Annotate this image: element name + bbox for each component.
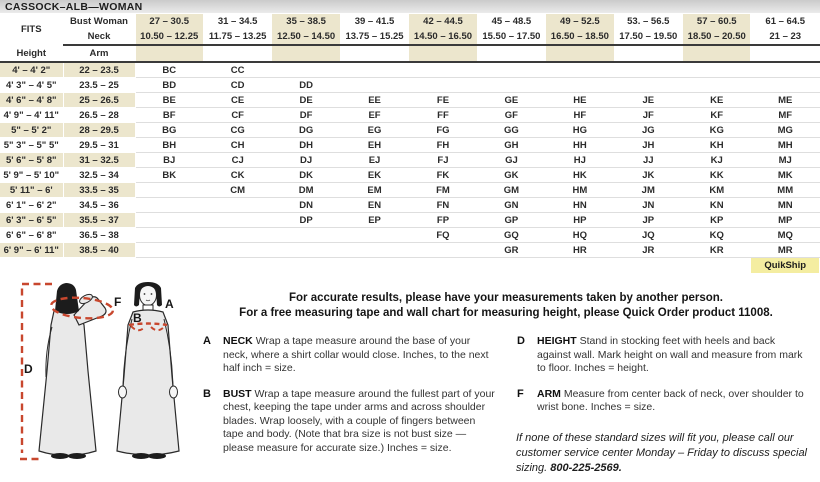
neck-range-header: 21 – 23 bbox=[751, 29, 820, 44]
size-cell: JP bbox=[614, 213, 682, 228]
instruction-text: Stand in stocking feet with heels and back against wall. Mark height on wall and measure from mark to floor. Inches = height. bbox=[537, 335, 803, 374]
arm-range: 23.5 – 25 bbox=[63, 78, 135, 93]
column-spacer-cell bbox=[477, 46, 545, 61]
quikship-row bbox=[0, 258, 820, 274]
size-cell: FE bbox=[409, 93, 477, 108]
column-spacer-cell bbox=[409, 46, 477, 61]
diagram-label-d: D bbox=[24, 362, 33, 376]
size-cell: FN bbox=[409, 198, 477, 213]
table-title-bar bbox=[0, 0, 820, 14]
table-row bbox=[0, 243, 820, 258]
size-cell: JQ bbox=[614, 228, 682, 243]
size-cell: HK bbox=[546, 168, 614, 183]
size-cell: HG bbox=[546, 123, 614, 138]
height-arm-header-row bbox=[0, 46, 820, 61]
neck-range-header: 10.50 – 12.25 bbox=[135, 29, 203, 44]
neck-range-header: 13.75 – 15.25 bbox=[340, 29, 408, 44]
size-cell: BF bbox=[135, 108, 203, 123]
size-cell: CH bbox=[203, 138, 271, 153]
table-row bbox=[0, 78, 820, 93]
size-cell: GN bbox=[477, 198, 545, 213]
note-text: If none of these standard sizes will fit you, please call our customer service center Monday – Friday to discuss special sizing. bbox=[516, 431, 808, 474]
neck-range-header: 12.50 – 14.50 bbox=[272, 29, 340, 44]
size-cell: KR bbox=[683, 243, 751, 258]
size-cell: CD bbox=[203, 78, 271, 93]
size-cell: KF bbox=[683, 108, 751, 123]
size-cell: CE bbox=[203, 93, 271, 108]
size-cell: GP bbox=[477, 213, 545, 228]
size-cell: EP bbox=[340, 213, 408, 228]
arm-range: 26.5 – 28 bbox=[63, 108, 135, 123]
height-range: 5' 9" – 5' 10" bbox=[0, 168, 63, 183]
column-spacer-cell bbox=[135, 46, 203, 61]
empty-cell bbox=[409, 243, 477, 258]
size-cell: MG bbox=[751, 123, 820, 138]
size-cell: DD bbox=[272, 78, 340, 93]
size-cell: JG bbox=[614, 123, 682, 138]
height-range: 4' 3" – 4' 5" bbox=[0, 78, 63, 93]
empty-cell bbox=[477, 63, 545, 78]
neck-range-header: 16.50 – 18.50 bbox=[546, 29, 614, 44]
table-row bbox=[0, 63, 820, 78]
size-cell: HP bbox=[546, 213, 614, 228]
size-cell: MR bbox=[751, 243, 820, 258]
size-chart-table bbox=[0, 14, 820, 273]
size-cell: CG bbox=[203, 123, 271, 138]
empty-cell bbox=[751, 63, 820, 78]
neck-range-header: 14.50 – 16.50 bbox=[409, 29, 477, 44]
empty-cell bbox=[751, 78, 820, 93]
size-cell: JH bbox=[614, 138, 682, 153]
size-cell: FJ bbox=[409, 153, 477, 168]
table-row bbox=[0, 183, 820, 198]
empty-cell bbox=[409, 78, 477, 93]
height-range: 5' 6" – 5' 8" bbox=[0, 153, 63, 168]
instructions-column-left bbox=[202, 335, 496, 476]
size-cell: MF bbox=[751, 108, 820, 123]
instruction-letter: A bbox=[203, 335, 211, 347]
size-cell: KM bbox=[683, 183, 751, 198]
size-cell: GJ bbox=[477, 153, 545, 168]
bust-range-header: 42 – 44.5 bbox=[409, 14, 477, 29]
instruction-keyword: NECK bbox=[223, 335, 253, 347]
arm-label: Arm bbox=[63, 46, 135, 61]
size-cell: DJ bbox=[272, 153, 340, 168]
empty-cell bbox=[546, 78, 614, 93]
height-range: 5' 11" – 6' bbox=[0, 183, 63, 198]
instruction-bust bbox=[202, 388, 496, 456]
arm-range: 34.5 – 36 bbox=[63, 198, 135, 213]
neck-range-header: 18.50 – 20.50 bbox=[683, 29, 751, 44]
size-cell: EM bbox=[340, 183, 408, 198]
size-cell: GE bbox=[477, 93, 545, 108]
height-range: 4' 6" – 4' 8" bbox=[0, 93, 63, 108]
quikship-badge: QuikShip bbox=[751, 258, 820, 274]
neck-header-row bbox=[0, 29, 820, 44]
size-cell: CJ bbox=[203, 153, 271, 168]
neck-range-header: 11.75 – 13.25 bbox=[203, 29, 271, 44]
size-cell: CK bbox=[203, 168, 271, 183]
size-cell: EJ bbox=[340, 153, 408, 168]
empty-cell bbox=[614, 78, 682, 93]
size-cell: GQ bbox=[477, 228, 545, 243]
arm-range: 36.5 – 38 bbox=[63, 228, 135, 243]
size-cell: JR bbox=[614, 243, 682, 258]
size-cell: DN bbox=[272, 198, 340, 213]
size-cell: KP bbox=[683, 213, 751, 228]
size-cell: EK bbox=[340, 168, 408, 183]
size-cell: KN bbox=[683, 198, 751, 213]
diagram-label-f: F bbox=[114, 295, 122, 309]
instruction-keyword: HEIGHT bbox=[537, 335, 577, 347]
instruction-arm bbox=[516, 388, 810, 415]
size-cell: HM bbox=[546, 183, 614, 198]
empty-cell bbox=[135, 183, 203, 198]
size-cell: FP bbox=[409, 213, 477, 228]
instruction-keyword: BUST bbox=[223, 387, 252, 400]
empty-cell bbox=[340, 243, 408, 258]
size-cell: HQ bbox=[546, 228, 614, 243]
intro-text bbox=[202, 291, 810, 321]
size-cell: JN bbox=[614, 198, 682, 213]
table-row bbox=[0, 93, 820, 108]
arm-range: 38.5 – 40 bbox=[63, 243, 135, 258]
size-cell: BJ bbox=[135, 153, 203, 168]
size-cell: GG bbox=[477, 123, 545, 138]
empty-cell bbox=[272, 63, 340, 78]
arm-range: 29.5 – 31 bbox=[63, 138, 135, 153]
size-cell: DG bbox=[272, 123, 340, 138]
height-range: 4' – 4' 2" bbox=[0, 63, 63, 78]
empty-cell bbox=[135, 243, 203, 258]
diagram-label-a: A bbox=[165, 297, 174, 311]
empty-cell bbox=[272, 228, 340, 243]
empty-cell bbox=[409, 63, 477, 78]
bust-range-header: 53. – 56.5 bbox=[614, 14, 682, 29]
size-cell: DE bbox=[272, 93, 340, 108]
bust-range-header: 39 – 41.5 bbox=[340, 14, 408, 29]
size-cell: BE bbox=[135, 93, 203, 108]
size-cell: MN bbox=[751, 198, 820, 213]
size-cell: EG bbox=[340, 123, 408, 138]
size-cell: CF bbox=[203, 108, 271, 123]
size-cell: JF bbox=[614, 108, 682, 123]
empty-cell bbox=[135, 213, 203, 228]
instructions-text-area bbox=[200, 281, 820, 480]
size-cell: HF bbox=[546, 108, 614, 123]
size-cell: JJ bbox=[614, 153, 682, 168]
size-cell: BH bbox=[135, 138, 203, 153]
column-spacer-cell bbox=[614, 46, 682, 61]
size-cell: KK bbox=[683, 168, 751, 183]
column-spacer-cell bbox=[546, 46, 614, 61]
neck-range-header: 15.50 – 17.50 bbox=[477, 29, 545, 44]
arm-range: 32.5 – 34 bbox=[63, 168, 135, 183]
empty-cell bbox=[135, 198, 203, 213]
arm-range: 33.5 – 35 bbox=[63, 183, 135, 198]
bust-woman-label: Bust Woman bbox=[63, 14, 135, 29]
size-cell: HH bbox=[546, 138, 614, 153]
size-cell: DF bbox=[272, 108, 340, 123]
size-cell: EN bbox=[340, 198, 408, 213]
column-spacer-cell bbox=[751, 46, 820, 61]
size-cell: ME bbox=[751, 93, 820, 108]
empty-cell bbox=[203, 228, 271, 243]
empty-cell bbox=[340, 228, 408, 243]
column-spacer-cell bbox=[683, 46, 751, 61]
empty-cell bbox=[203, 213, 271, 228]
intro-line-1: For accurate results, please have your measurements taken by another person. bbox=[289, 292, 723, 304]
size-cell: KQ bbox=[683, 228, 751, 243]
instructions-section bbox=[0, 281, 820, 480]
size-cell: GR bbox=[477, 243, 545, 258]
height-range: 6' 3" – 6' 5" bbox=[0, 213, 63, 228]
height-range: 6' 9" – 6' 11" bbox=[0, 243, 63, 258]
empty-cell bbox=[340, 78, 408, 93]
size-cell: KH bbox=[683, 138, 751, 153]
size-cell: MQ bbox=[751, 228, 820, 243]
size-cell: MM bbox=[751, 183, 820, 198]
empty-cell bbox=[272, 243, 340, 258]
instruction-letter: F bbox=[517, 387, 524, 400]
empty-cell bbox=[614, 63, 682, 78]
empty-cell bbox=[683, 63, 751, 78]
bust-range-header: 49 – 52.5 bbox=[546, 14, 614, 29]
size-cell: KG bbox=[683, 123, 751, 138]
height-label: Height bbox=[0, 46, 63, 61]
arm-range: 35.5 – 37 bbox=[63, 213, 135, 228]
figure-back-view bbox=[39, 283, 106, 459]
size-cell: FH bbox=[409, 138, 477, 153]
size-cell: KJ bbox=[683, 153, 751, 168]
size-cell: EE bbox=[340, 93, 408, 108]
size-cell: DK bbox=[272, 168, 340, 183]
size-cell: DM bbox=[272, 183, 340, 198]
size-cell: GH bbox=[477, 138, 545, 153]
bust-range-header: 31 – 34.5 bbox=[203, 14, 271, 29]
instruction-text: Wrap a tape measure around the fullest part of your chest, keeping the tape under arms and across shoulder blades. Wrap loosely, with a couple of fingers between tape and body. (Note that bra size is not bust size — please measure for accurate size.) Inches = size. bbox=[223, 387, 495, 454]
table-row bbox=[0, 168, 820, 183]
size-cell: MH bbox=[751, 138, 820, 153]
size-cell: GK bbox=[477, 168, 545, 183]
measurement-diagram bbox=[2, 281, 200, 480]
size-cell: BC bbox=[135, 63, 203, 78]
column-spacer-cell bbox=[340, 46, 408, 61]
table-row bbox=[0, 228, 820, 243]
size-cell: MJ bbox=[751, 153, 820, 168]
table-row bbox=[0, 213, 820, 228]
size-cell: DP bbox=[272, 213, 340, 228]
intro-line-2: For a free measuring tape and wall chart for measuring height, please Quick Order product 11008. bbox=[239, 307, 773, 319]
instruction-height bbox=[516, 335, 810, 376]
size-cell: JE bbox=[614, 93, 682, 108]
height-range: 5" 3" – 5" 5" bbox=[0, 138, 63, 153]
size-cell: GM bbox=[477, 183, 545, 198]
size-cell: KE bbox=[683, 93, 751, 108]
size-cell: MK bbox=[751, 168, 820, 183]
size-cell: HJ bbox=[546, 153, 614, 168]
size-cell: EF bbox=[340, 108, 408, 123]
empty-cell bbox=[203, 243, 271, 258]
empty-cell bbox=[546, 63, 614, 78]
quikship-spacer bbox=[0, 258, 751, 274]
size-cell: FQ bbox=[409, 228, 477, 243]
bust-range-header: 27 – 30.5 bbox=[135, 14, 203, 29]
bust-range-header: 61 – 64.5 bbox=[751, 14, 820, 29]
empty-cell bbox=[135, 228, 203, 243]
size-cell: HE bbox=[546, 93, 614, 108]
neck-range-header: 17.50 – 19.50 bbox=[614, 29, 682, 44]
size-cell: FF bbox=[409, 108, 477, 123]
page-title: CASSOCK–ALB—WOMAN bbox=[5, 0, 143, 13]
empty-cell bbox=[340, 63, 408, 78]
size-cell: BK bbox=[135, 168, 203, 183]
empty-cell bbox=[477, 78, 545, 93]
size-cell: CM bbox=[203, 183, 271, 198]
instruction-text: Wrap a tape measure around the base of your neck, where a shirt collar would close. Inches, to the next half inch = size. bbox=[223, 335, 489, 374]
size-cell: EH bbox=[340, 138, 408, 153]
instructions-column-right bbox=[516, 335, 810, 476]
instruction-neck bbox=[202, 335, 496, 376]
note-phone: 800-225-2569. bbox=[550, 461, 622, 474]
empty-cell bbox=[683, 78, 751, 93]
instruction-text: Measure from center back of neck, over shoulder to wrist bone. Inches = size. bbox=[537, 387, 804, 413]
size-cell: HR bbox=[546, 243, 614, 258]
size-cell: DH bbox=[272, 138, 340, 153]
arm-range: 25 – 26.5 bbox=[63, 93, 135, 108]
table-row bbox=[0, 123, 820, 138]
arm-range: 22 – 23.5 bbox=[63, 63, 135, 78]
size-cell: JM bbox=[614, 183, 682, 198]
size-cell: MP bbox=[751, 213, 820, 228]
arm-range: 28 – 29.5 bbox=[63, 123, 135, 138]
neck-label: Neck bbox=[63, 29, 135, 44]
size-cell: BG bbox=[135, 123, 203, 138]
instruction-letter: D bbox=[517, 335, 525, 347]
table-row bbox=[0, 198, 820, 213]
table-row bbox=[0, 138, 820, 153]
diagram-label-b: B bbox=[133, 311, 142, 325]
bust-range-header: 57 – 60.5 bbox=[683, 14, 751, 29]
height-range: 6' 6" – 6' 8" bbox=[0, 228, 63, 243]
height-range: 6' 1" – 6' 2" bbox=[0, 198, 63, 213]
size-cell: JK bbox=[614, 168, 682, 183]
size-cell: HN bbox=[546, 198, 614, 213]
special-sizing-note bbox=[516, 431, 810, 476]
height-range: 5" – 5' 2" bbox=[0, 123, 63, 138]
instruction-letter: B bbox=[203, 387, 211, 400]
bust-range-header: 45 – 48.5 bbox=[477, 14, 545, 29]
empty-cell bbox=[203, 198, 271, 213]
bust-range-header: 35 – 38.5 bbox=[272, 14, 340, 29]
arm-range: 31 – 32.5 bbox=[63, 153, 135, 168]
instruction-keyword: ARM bbox=[537, 387, 561, 400]
size-cell: FG bbox=[409, 123, 477, 138]
size-cell: GF bbox=[477, 108, 545, 123]
column-spacer-cell bbox=[203, 46, 271, 61]
bust-header-row bbox=[0, 14, 820, 29]
size-cell: FK bbox=[409, 168, 477, 183]
table-row bbox=[0, 153, 820, 168]
size-cell: BD bbox=[135, 78, 203, 93]
size-cell: CC bbox=[203, 63, 271, 78]
table-row bbox=[0, 108, 820, 123]
column-spacer-cell bbox=[272, 46, 340, 61]
height-range: 4' 9" – 4' 11" bbox=[0, 108, 63, 123]
size-cell: FM bbox=[409, 183, 477, 198]
fits-label: FITS bbox=[0, 14, 63, 44]
